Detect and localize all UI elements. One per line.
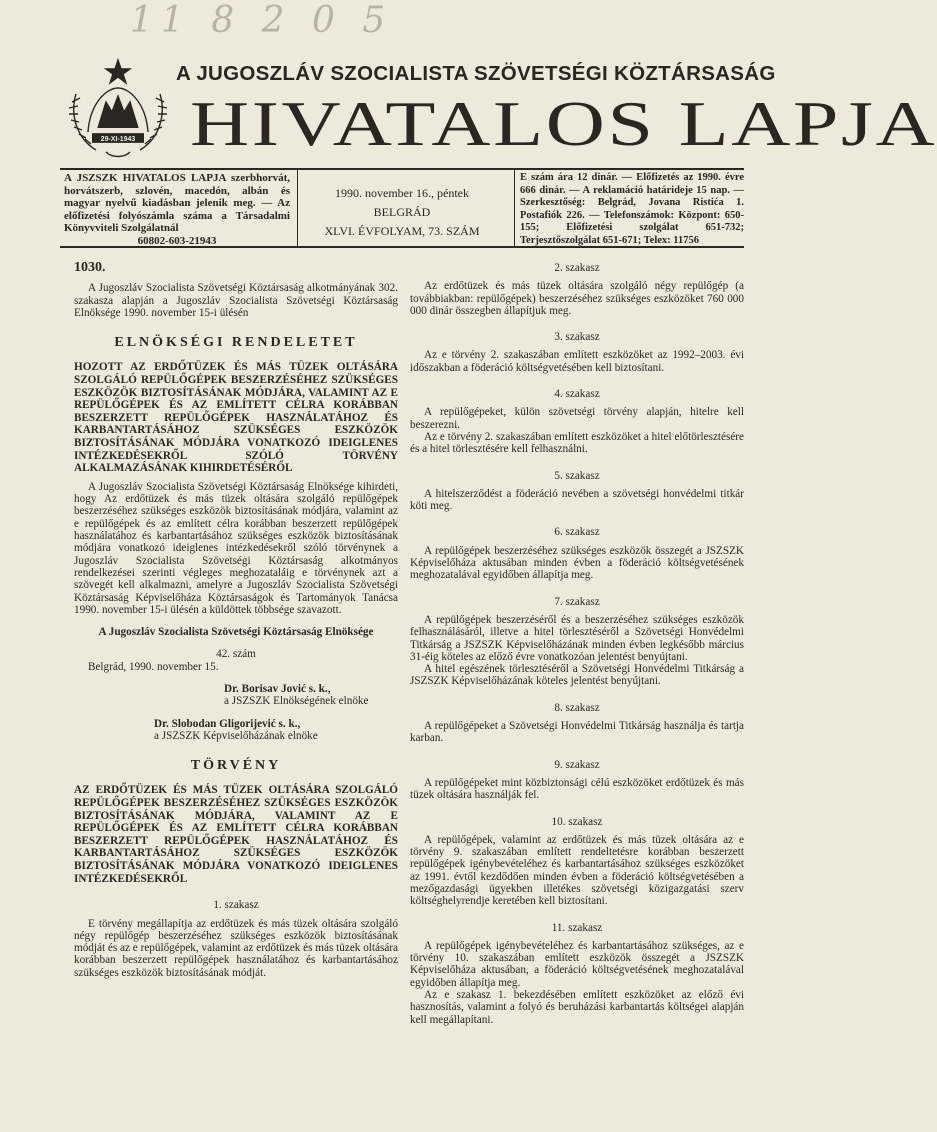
section-11-title: 11. szakasz	[551, 921, 603, 934]
reference-number: 42. szám	[216, 648, 256, 661]
section-9-text: A repülőgépeket mint közbiztonsági célú eszközöket erdőtüzek és más tüzek oltására használják fel.	[410, 776, 744, 802]
decree-body: A Jugoszláv Szocialista Szövetségi Köztársaság Elnöksége kihirdeti, hogy Az erdőtüzek és más tüzek oltására szolgáló repülőgépek beszerzéséhez szükséges eszközök biztosításának módjára, valamint az e repülőgépek és az említett célra korábban beszerzett repülőgépek használatához és karbantartásához szükséges eszközök biztosításának módjára vonatkozó ideiglenes intézkedésekről szóló törvénynek a Jugoszláv Szocialista Szövetségi Köztársaság alkotmányos rendelkezései szerinti végleges meghozataláig e törvénynek azt a szövegét kell alkalmazni, amelyre a Jugoszláv Szocialista Szövetségi Köztársaság Képviselőháza Köztársaságok és Tartományok Tanácsa 1990. november 15-i ülésén a küldöttek többsége szavazott.	[74, 480, 398, 616]
issue-info	[302, 184, 502, 241]
header-divider-right	[514, 170, 515, 246]
section-4-text-1: A repülőgépeket, külön szövetségi törvény alapján, hitelre kell beszerezni.	[410, 406, 744, 431]
issue-date: 1990. november 16., péntek	[335, 186, 469, 200]
subscription-text: A JSZSZK HIVATALOS LAPJA szerbhorvát, horvátszerb, szlovén, macedón, albán és magyar nyelvű kiadásban jelenik meg. — Az előfizetési folyószámla száma a Társadalmi Könyvviteli Szolgálatnál	[64, 172, 290, 234]
account-number: 60802-603-21943	[137, 234, 217, 247]
place-and-date: Belgrád, 1990. november 15.	[88, 660, 219, 673]
act-number: 1030.	[74, 260, 106, 275]
act-intro: A Jugoszláv Szocialista Szövetségi Köztársaság alkotmányának 302. szakasza alapján a Jugoszláv Szocialista Szövetségi Köztársaság Elnöksége 1990. november 15-i ülésén	[74, 282, 398, 319]
section-6-title: 6. szakasz	[554, 526, 600, 539]
section-11-text-1: A repülőgépek igénybevételéhez és karbantartásához szükséges, az e törvény 10. szakaszában említett eszközök összegét a JSZSZK Képviselőháza aktusában, a föderáció költségvetésének meghozatalával egyidőben állapítja meg.	[410, 939, 744, 989]
presidency-name: A Jugoszláv Szocialista Szövetségi Köztársaság Elnöksége	[98, 626, 374, 639]
republic-name: A JUGOSZLÁV SZOCIALISTA SZÖVETSÉGI KÖZTÁRSASÁG	[176, 62, 776, 85]
issue-volume: XLVI. ÉVFOLYAM, 73. SZÁM	[324, 224, 480, 238]
signatory-2-name: Dr. Slobodan Gligorijević s. k.,	[154, 717, 301, 730]
signatory-2-title: a JSZSZK Képviselőházának elnöke	[154, 729, 318, 742]
section-11-text-2: Az e szakasz 1. bekezdésében említett eszközöket az előző évi hasznosítás, valamint a folyó és beruházási karbantartás költségei alapján kell megállapítani.	[410, 989, 744, 1026]
section-4-text-2: Az e törvény 2. szakaszában említett eszközöket a hitel előtörlesztésére és a hitel törlesztésére kell felhasználni.	[410, 430, 744, 456]
section-5-title: 5. szakasz	[554, 469, 600, 482]
masthead-title: HIVATALOS LAPJA	[190, 88, 937, 159]
price-contact-info: E szám ára 12 dinár. — Előfizetés az 1990. évre 666 dinár. — A reklamáció határideje 15 nap. — Szerkesztőség: Belgrád, Jovana Ristića 1. Postafiók 226. — Telefonszámok: Központ: 650-155; Előfizetési szolgálat 651-732; Terjesztőszolgálat 651-671; Telex: 11756	[520, 172, 744, 246]
emblem-date: 29-XI-1943	[100, 136, 136, 143]
signatory-1-name: Dr. Borisav Jović s. k.,	[224, 682, 331, 695]
decree-title: ELNÖKSÉGI RENDELETET	[114, 335, 358, 351]
section-2-title: 2. szakasz	[554, 262, 600, 274]
section-4-title: 4. szakasz	[554, 388, 600, 401]
law-subtitle: AZ ERDŐTÜZEK ÉS MÁS TÜZEK OLTÁSÁRA SZOLGÁLÓ REPÜLŐGÉPEK BESZERZÉSÉHEZ SZÜKSÉGES ESZKÖZÖK BIZTOSÍTÁSÁNAK MÓDJÁRA, VALAMINT AZ E REPÜLŐGÉPEK ÉS AZ EMLÍTETT CÉLRA KORÁBBAN BESZERZETT REPÜLŐGÉPEK HASZNÁLATÁHOZ ÉS KARBANTARTÁSÁHOZ SZÜKSÉGES ESZKÖZÖK BIZTOSÍTÁSÁNAK MÓDJÁRA VONATKOZÓ IDEIGLENES INTÉZKEDÉSEKRŐL	[74, 784, 398, 885]
left-column	[74, 262, 398, 979]
state-emblem-icon	[62, 54, 174, 166]
section-7-title: 7. szakasz	[554, 595, 600, 608]
section-10-title: 10. szakasz	[551, 815, 603, 828]
section-2-text: Az erdőtüzek és más tüzek oltására szolgáló négy repülőgép (a továbbiakban: repülőgépek) beszerzéséhez szükséges eszközöket 760 000 000 dinár összegben állapítjuk meg.	[410, 280, 744, 317]
right-column	[410, 262, 744, 1026]
header-divider-left	[297, 170, 298, 246]
decree-subtitle: HOZOTT AZ ERDŐTÜZEK ÉS MÁS TÜZEK OLTÁSÁRA SZOLGÁLÓ REPÜLŐGÉPEK BESZERZÉSÉHEZ SZÜKSÉGES ESZKÖZÖK BIZTOSÍTÁSÁNAK MÓDJÁRA, VALAMINT AZ E REPÜLŐGÉPEK ÉS AZ EMLÍTETT CÉLRA KORÁBBAN BESZERZETT REPÜLŐGÉPEK HASZNÁLATÁHOZ ÉS KARBANTARTÁSÁHOZ SZÜKSÉGES ESZKÖZÖK BIZTOSÍTÁSÁNAK MÓDJÁRA VONATKOZÓ IDEIGLENES INTÉZKEDÉSEKRŐL SZÓLÓ TÖRVÉNY ALKALMAZÁSÁNAK KIHIRDETÉSÉRŐL	[74, 361, 398, 475]
section-8-text: A repülőgépeket a Szövetségi Honvédelmi Titkárság használja és tartja karban.	[410, 720, 744, 745]
subscription-info	[64, 172, 290, 247]
section-5-text: A hitelszerződést a föderáció nevében a szövetségi honvédelmi titkár köti meg.	[410, 487, 744, 513]
section-10-text: A repülőgépek, valamint az erdőtüzek és más tüzek oltására az e törvény 9. szakaszában említett rendeltetésre korábban beszerzett repülőgépek igénybevételéhez és karbantartásához szükséges eszközöket az 1991. évtől kezdődően minden évben a föderáció költségvetésében a mezőgazdasági ügyekben illetékes szövetségi közigazgatási szerv költséghelyrendje keretében kell biztosítani.	[410, 833, 744, 908]
law-title: TÖRVÉNY	[190, 758, 282, 774]
section-1-title: 1. szakasz	[213, 899, 259, 912]
section-7-text-1: A repülőgépek beszerzéséről és a beszerzéséhez szükséges eszközök felhasználásáról, illetve a hitel törlesztéséről a Szövetségi Honvédelmi Titkárság a JSZSZK Képviselőházának minden évben legkésőbb március 31-éig köteles az előző évre vonatkozóan jelentést benyújtani.	[410, 613, 744, 663]
signatory-1-title: a JSZSZK Elnökségének elnöke	[224, 695, 369, 708]
section-7-text-2: A hitel egészének törlesztéséről a Szövetségi Honvédelmi Titkárság a JSZSZK Képviselőházának köteles jelentést benyújtani.	[410, 663, 744, 688]
section-1-text: E törvény megállapítja az erdőtüzek és más tüzek oltására szolgáló négy repülőgép beszerzéséhez szükséges eszközök biztosításának módját és az e repülőgépek, valamint az erdőtüzek és más tüzek oltására korábban beszerzett repülőgépek használatához és karbantartásához szükséges eszközök biztosításának módját.	[74, 917, 398, 979]
section-8-title: 8. szakasz	[554, 701, 600, 714]
issue-place: BELGRÁD	[373, 205, 431, 219]
section-6-text: A repülőgépek beszerzéséhez szükséges eszközök összegét a JSZSZK Képviselőháza aktusában minden évben a föderáció költségvetésének meghozatalával egyidőben állapítja meg.	[410, 544, 744, 582]
section-3-text: Az e törvény 2. szakaszában említett eszközöket az 1992–2003. évi időszakban a föderáció költségvetésében kell biztosítani.	[410, 349, 744, 374]
handwritten-note: 11 8 2 0 5	[130, 0, 394, 41]
header-top-rule	[60, 168, 744, 170]
section-9-title: 9. szakasz	[554, 758, 600, 771]
section-3-title: 3. szakasz	[554, 331, 600, 344]
